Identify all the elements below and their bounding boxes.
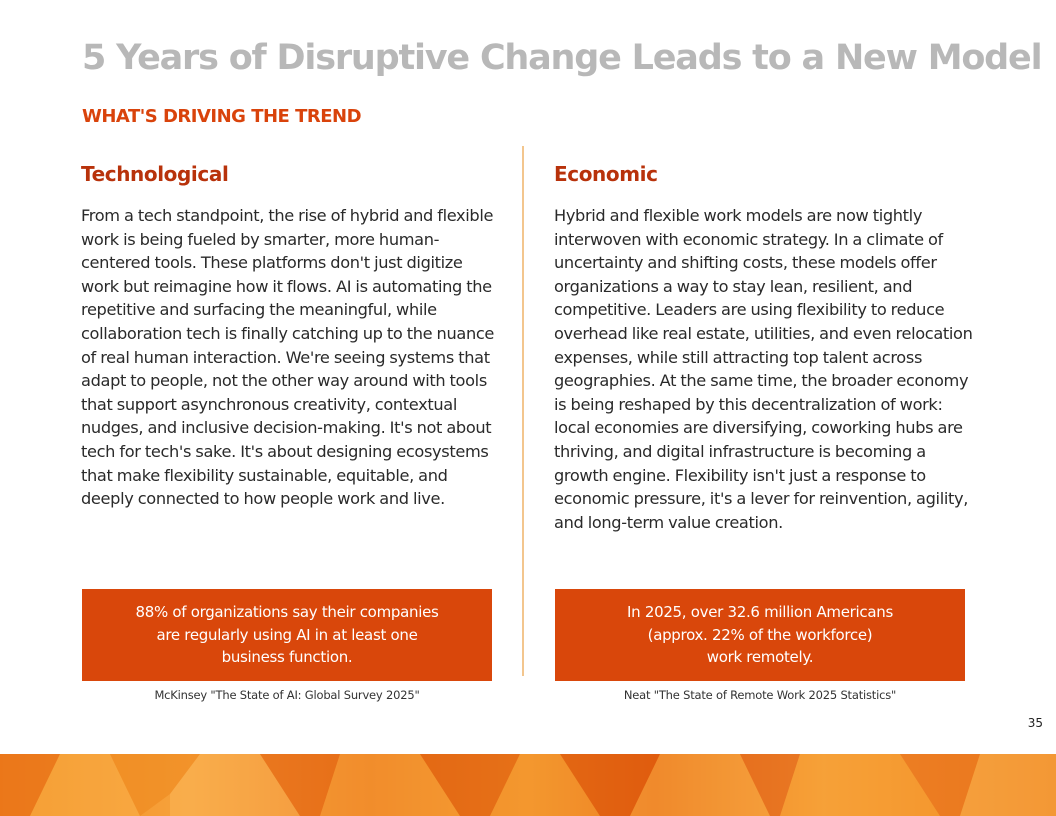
ai-usage-stat-box: [82, 589, 492, 681]
stat-line: In 2025, over 32.6 million Americans: [627, 603, 893, 622]
technological-column: [81, 160, 496, 511]
column-divider: [522, 146, 524, 676]
stat-line: (approx. 22% of the workforce): [647, 625, 873, 644]
neat-source-citation: Neat "The State of Remote Work 2025 Statistics": [623, 688, 897, 702]
stat-line: work remotely.: [706, 648, 814, 667]
section-subheading: WHAT'S DRIVING THE TREND: [82, 106, 362, 127]
technological-body: From a tech standpoint, the rise of hybrid and flexible work is being fueled by smarter, more human-centered tools. These platforms don't just digitize work but reimagine how it flows. AI is automating the repetitive and surfacing the meaningful, while collaboration tech is finally catching up to the nuance of real human interaction. We're seeing systems that adapt to people, not the other way around with tools that support asynchronous creativity, contextual nudges, and inclusive decision-making. It's not about tech for tech's sake. It's about designing ecosystems that make flexibility sustainable, equitable, and deeply connected to how people work and live.: [81, 206, 495, 509]
technological-heading: Technological: [81, 162, 229, 186]
page-title: 5 Years of Disruptive Change Leads to a New Model: [82, 38, 1042, 78]
decorative-cube-band: [0, 754, 1056, 816]
economic-heading: Economic: [554, 162, 658, 186]
stat-line: 88% of organizations say their companies: [135, 603, 439, 622]
cube-pattern-graphic: [0, 754, 1056, 816]
remote-work-stat-box: [555, 589, 965, 681]
stat-line: are regularly using AI in at least one: [156, 625, 418, 644]
stat-line: business function.: [221, 648, 353, 667]
economic-column: [554, 160, 979, 534]
page-number: 35: [1027, 716, 1043, 730]
economic-body: Hybrid and flexible work models are now tightly interwoven with economic strategy. In a climate of uncertainty and shifting costs, these models offer organizations a way to stay lean, resilient, and competitive. Leaders are using flexibility to reduce overhead like real estate, utilities, and even relocation expenses, while still attracting top talent across geographies. At the same time, the broader economy is being reshaped by this decentralization of work: local economies are diversifying, coworking hubs are thriving, and digital infrastructure is becoming a growth engine. Flexibility isn't just a response to economic pressure, it's a lever for reinvention, agility, and long-term value creation.: [554, 206, 973, 532]
mckinsey-source-citation: McKinsey "The State of AI: Global Survey 2025": [154, 688, 420, 702]
